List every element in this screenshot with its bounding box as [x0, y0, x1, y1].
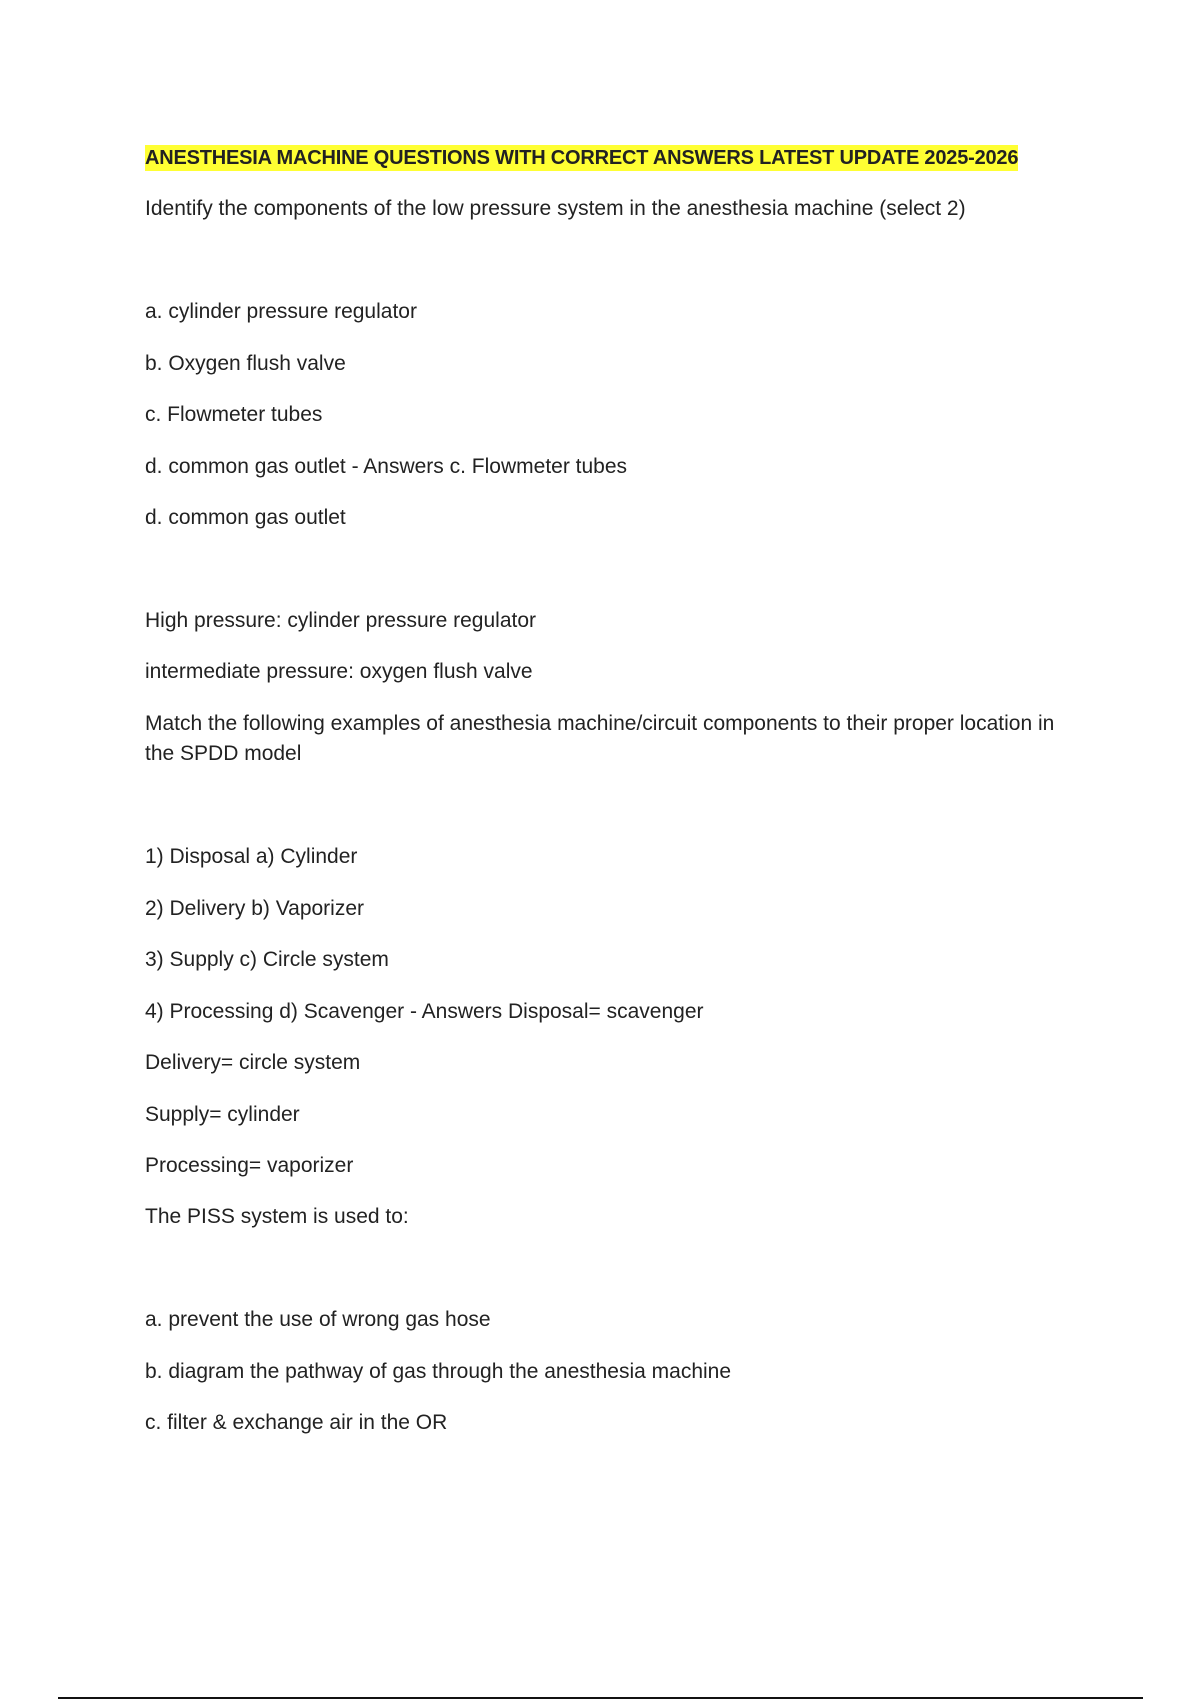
question-3-option-c: c. filter & exchange air in the OR [145, 1411, 448, 1434]
question-2-answer-delivery: Delivery= circle system [145, 1051, 361, 1074]
question-1-option-c: c. Flowmeter tubes [145, 403, 323, 426]
question-2-answer-supply: Supply= cylinder [145, 1103, 300, 1126]
question-1-prompt: Identify the components of the low pressure system in the anesthesia machine (select 2) [145, 197, 966, 220]
question-3-option-b: b. diagram the pathway of gas through the anesthesia machine [145, 1360, 732, 1383]
explanation-high-pressure: High pressure: cylinder pressure regulator [145, 609, 537, 632]
question-1-option-b: b. Oxygen flush valve [145, 352, 346, 375]
page-bottom-divider [58, 1697, 1143, 1699]
question-2-item-2: 2) Delivery b) Vaporizer [145, 897, 365, 920]
question-1-answer-d: d. common gas outlet [145, 506, 346, 529]
question-1-option-d-with-answer: d. common gas outlet - Answers c. Flowmeter tubes [145, 455, 628, 478]
question-1-option-a: a. cylinder pressure regulator [145, 300, 417, 323]
highlighted-title-text: ANESTHESIA MACHINE QUESTIONS WITH CORRECT ANSWERS LATEST UPDATE 2025-2026 [145, 147, 1019, 169]
question-2-item-4-with-answer: 4) Processing d) Scavenger - Answers Disposal= scavenger [145, 1000, 704, 1023]
explanation-intermediate-pressure: intermediate pressure: oxygen flush valve [145, 660, 533, 683]
document-title [145, 143, 1065, 173]
question-3-prompt: The PISS system is used to: [145, 1205, 409, 1228]
question-2-item-1: 1) Disposal a) Cylinder [145, 845, 358, 868]
question-2-answer-processing: Processing= vaporizer [145, 1154, 354, 1177]
question-2-prompt: Match the following examples of anesthesia machine/circuit components to their proper location in the SPDD model [145, 712, 1055, 765]
question-2-item-3: 3) Supply c) Circle system [145, 948, 389, 971]
question-3-option-a: a. prevent the use of wrong gas hose [145, 1308, 491, 1331]
